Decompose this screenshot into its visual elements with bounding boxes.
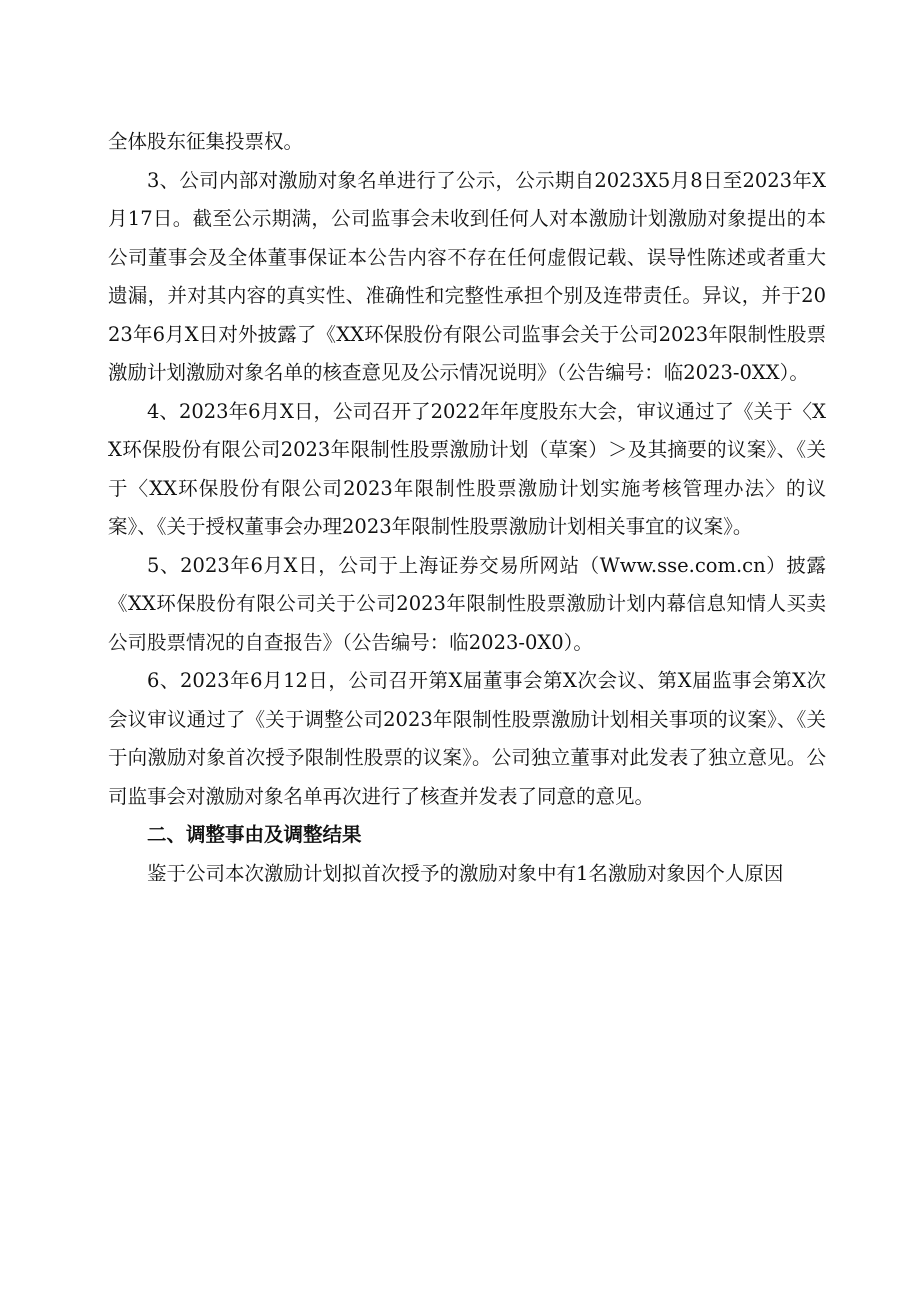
paragraph-item-3: 3、公司内部对激励对象名单进行了公示，公示期自2023X5月8日至2023年X月17日。截至公示期满，公司监事会未收到任何人对本激励计划激励对象提出的本公司董事会及全体董事保证本公告内容不存在任何虚假记载、误导性陈述或者重大遗漏，并对其内容的真实性、准确性和完整性承担个别及连带责任。异议，并于2023年6月X日对外披露了《XX环保股份有限公司监事会关于公司2023年限制性股票激励计划激励对象名单的核查意见及公示情况说明》（公告编号：临2023-0XX）。: [108, 168, 826, 384]
section-heading: 二、调整事由及调整结果: [147, 823, 362, 846]
paragraph-item-5: 5、2023年6月X日，公司于上海证券交易所网站（Www.sse.com.cn）披露《XX环保股份有限公司关于公司2023年限制性股票激励计划内幕信息知情人买卖公司股票情况的自查报告》（公告编号：临2023-0X0）。: [108, 553, 826, 654]
paragraph-continuation: 全体股东征集投票权。: [108, 130, 304, 153]
paragraph-adjustment-reason: 鉴于公司本次激励计划拟首次授予的激励对象中有1名激励对象因个人原因: [147, 861, 784, 885]
paragraph-item-6: 6、2023年6月12日，公司召开第X届董事会第X次会议、第X届监事会第X次会议审议通过了《关于调整公司2023年限制性股票激励计划相关事项的议案》、《关于向激励对象首次授予限制性股票的议案》。公司独立董事对此发表了独立意见。公司监事会对激励对象名单再次进行了核查并发表了同意的意见。: [108, 669, 826, 808]
paragraph-item-4: 4、2023年6月X日，公司召开了2022年年度股东大会，审议通过了《关于〈XX环保股份有限公司2023年限制性股票激励计划（草案）＞及其摘要的议案》、《关于〈XX环保股份有限公司2023年限制性股票激励计划实施考核管理办法〉的议案》、《关于授权董事会办理2023年限制性股票激励计划相关事宜的议案》。: [108, 399, 826, 538]
document-page: [108, 123, 826, 893]
